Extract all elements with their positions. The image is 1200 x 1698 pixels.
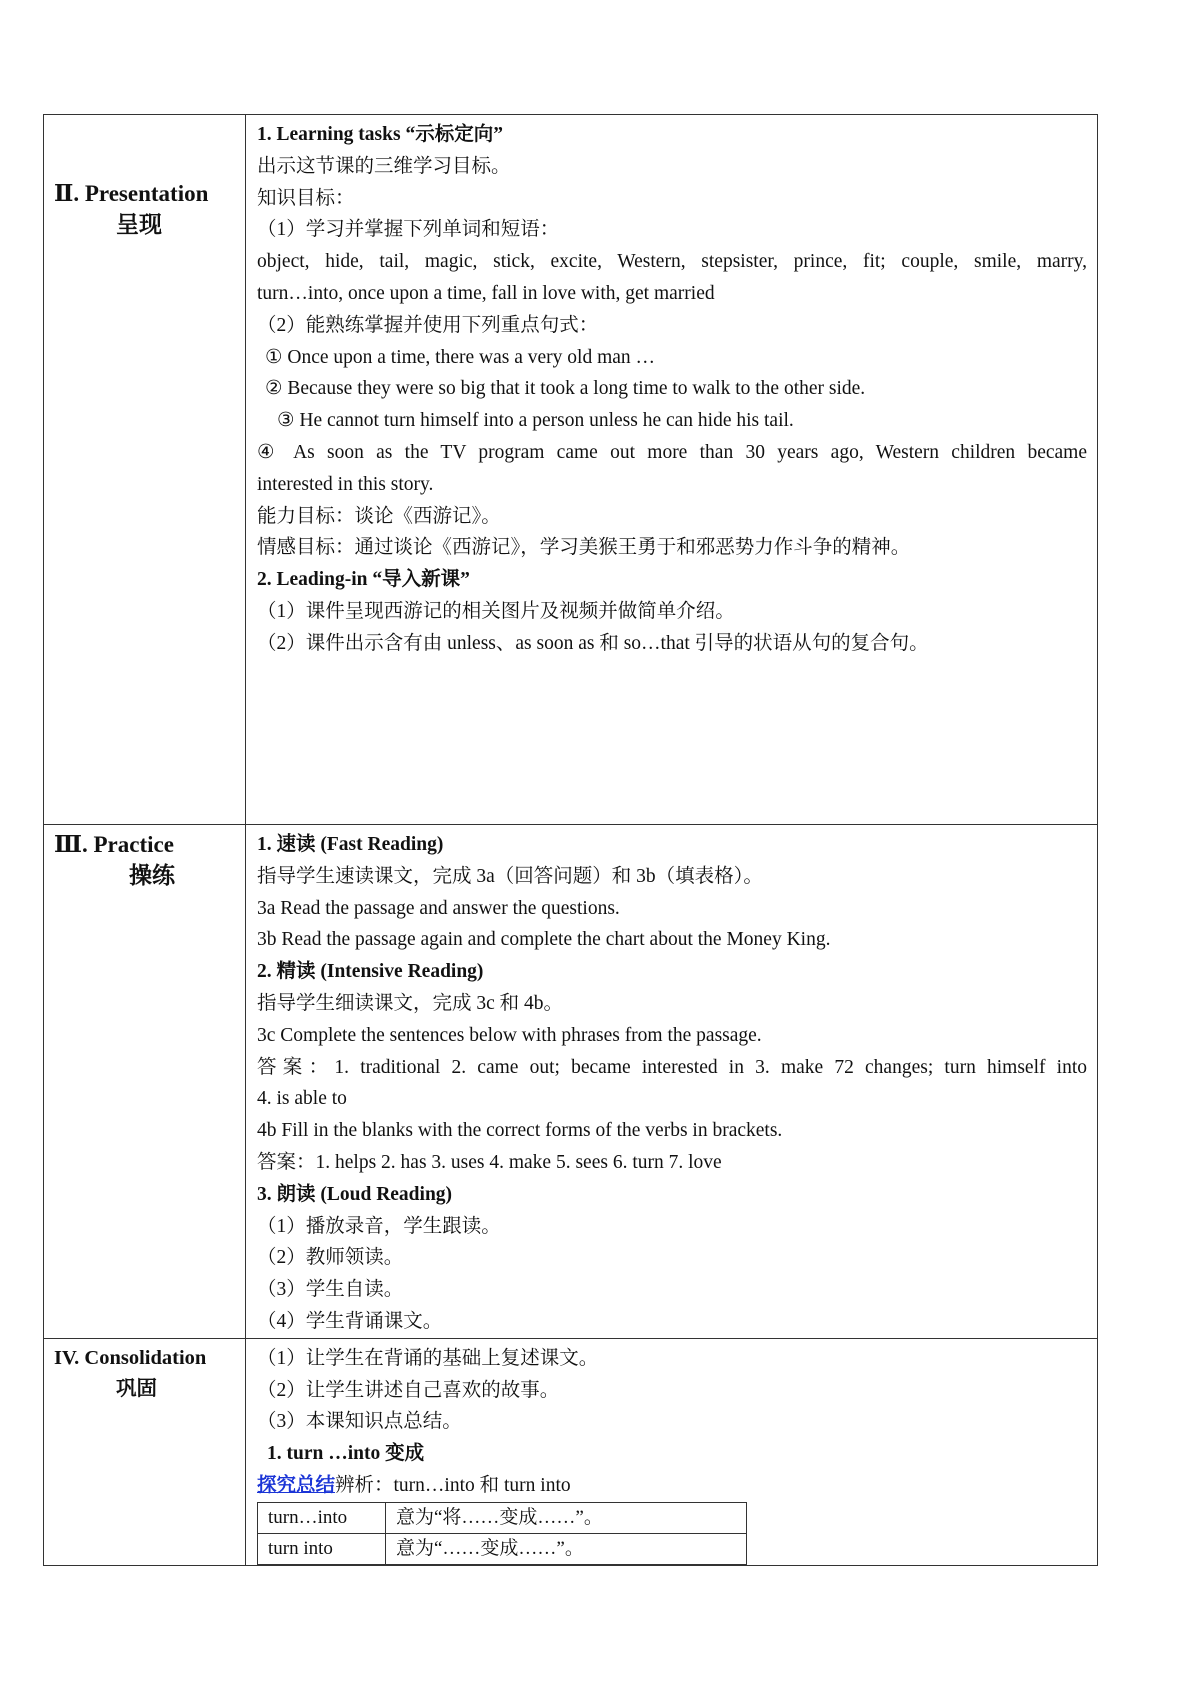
turn-into-heading: 1. turn …into 变成	[267, 1443, 425, 1465]
practice-line: 3b Read the passage again and complete the chart about the Money King.	[257, 929, 831, 951]
practice-label-cell	[44, 825, 246, 1339]
presentation-line: 情感目标：通过谈论《西游记》，学习美猴王勇于和邪恶势力作斗争的精神。	[257, 537, 911, 559]
vocabulary-line: turn…into, once upon a time, fall in love with, get married	[257, 282, 715, 304]
practice-line: 4b Fill in the blanks with the correct forms of the verbs in brackets.	[257, 1120, 783, 1142]
consolidation-label-zh: 巩固	[116, 1377, 157, 1400]
presentation-line: （1）课件呈现西游记的相关图片及视频并做简单介绍。	[257, 600, 735, 622]
consolidation-label-en: IV. Consolidation	[54, 1346, 207, 1369]
practice-content-cell	[246, 825, 1098, 1339]
answer-line: 4. is able to	[257, 1088, 347, 1110]
turn-into-comparison-table	[257, 1502, 747, 1565]
presentation-line: 能力目标：谈论《西游记》。	[257, 505, 501, 527]
comparison-term: turn into	[258, 1533, 386, 1564]
presentation-line: （2）能熟练掌握并使用下列重点句式：	[257, 314, 599, 336]
fast-reading-heading: 1. 速读 (Fast Reading)	[257, 834, 444, 855]
answer-line: 答案：1. traditional 2. came out; became interested in 3. make 72 changes; turn himself into	[257, 1056, 1087, 1078]
key-sentence: ② Because they were so big that it took a long time to walk to the other side.	[265, 378, 866, 400]
practice-row	[44, 825, 1098, 1339]
consolidation-line: （2）让学生讲述自己喜欢的故事。	[257, 1379, 560, 1401]
practice-label-en: Ⅲ. Practice	[54, 832, 174, 857]
key-sentence-continued: interested in this story.	[257, 473, 434, 495]
presentation-content-cell	[246, 115, 1098, 825]
practice-line: （4）学生背诵课文。	[257, 1310, 443, 1332]
comparison-row	[258, 1502, 747, 1533]
presentation-label-en: Ⅱ. Presentation	[54, 181, 209, 206]
leading-in-heading: 2. Leading-in “导入新课”	[257, 569, 470, 591]
presentation-row	[44, 115, 1098, 825]
presentation-line: （2）课件出示含有由 unless、as soon as 和 so…that 引导的状语从句的复合句。	[257, 632, 929, 654]
practice-line: （2）教师领读。	[257, 1247, 404, 1269]
answer-line: 答案：1. helps 2. has 3. uses 4. make 5. sees 6. turn 7. love	[257, 1151, 722, 1173]
explore-summary-line	[257, 1470, 1087, 1502]
presentation-label-cell	[44, 115, 246, 825]
presentation-label-zh: 呈现	[116, 212, 162, 237]
comparison-meaning: 意为“将……变成……”。	[386, 1502, 747, 1533]
presentation-line: （1）学习并掌握下列单词和短语：	[257, 219, 560, 241]
intensive-reading-heading: 2. 精读 (Intensive Reading)	[257, 961, 484, 983]
loud-reading-heading: 3. 朗读 (Loud Reading)	[257, 1183, 453, 1205]
practice-line: 指导学生细读课文，完成 3c 和 4b。	[257, 992, 564, 1014]
presentation-line: 知识目标：	[257, 187, 355, 209]
practice-line: 3c Complete the sentences below with phrases from the passage.	[257, 1024, 762, 1046]
practice-line: （3）学生自读。	[257, 1279, 404, 1301]
consolidation-label-cell	[44, 1338, 246, 1565]
practice-line: 指导学生速读课文，完成 3a（回答问题）和 3b（填表格）。	[257, 865, 763, 887]
lesson-plan-table	[43, 114, 1098, 1566]
consolidation-row	[44, 1338, 1098, 1565]
presentation-line: 出示这节课的三维学习目标。	[257, 155, 511, 177]
consolidation-line: （1）让学生在背诵的基础上复述课文。	[257, 1347, 599, 1369]
explore-summary-text: 辨析：turn…into 和 turn into	[335, 1474, 571, 1496]
consolidation-content-cell	[246, 1338, 1098, 1565]
comparison-term: turn…into	[258, 1502, 386, 1533]
learning-tasks-heading: 1. Learning tasks “示标定向”	[257, 124, 503, 145]
practice-label-zh: 操练	[129, 863, 175, 888]
key-sentence: ③ He cannot turn himself into a person unless he can hide his tail.	[277, 410, 794, 432]
explore-summary-link[interactable]: 探究总结	[257, 1474, 336, 1496]
key-sentence: ④ As soon as the TV program came out more than 30 years ago, Western children became	[257, 441, 1087, 463]
vocabulary-line: object, hide, tail, magic, stick, excite, Western, stepsister, prince, fit; couple, smile, marry,	[257, 251, 1087, 273]
practice-line: 3a Read the passage and answer the questions.	[257, 897, 620, 919]
comparison-meaning: 意为“……变成……”。	[386, 1533, 747, 1564]
consolidation-line: （3）本课知识点总结。	[257, 1411, 462, 1433]
practice-line: （1）播放录音，学生跟读。	[257, 1215, 501, 1237]
comparison-row	[258, 1533, 747, 1564]
key-sentence: ① Once upon a time, there was a very old man …	[265, 346, 656, 368]
